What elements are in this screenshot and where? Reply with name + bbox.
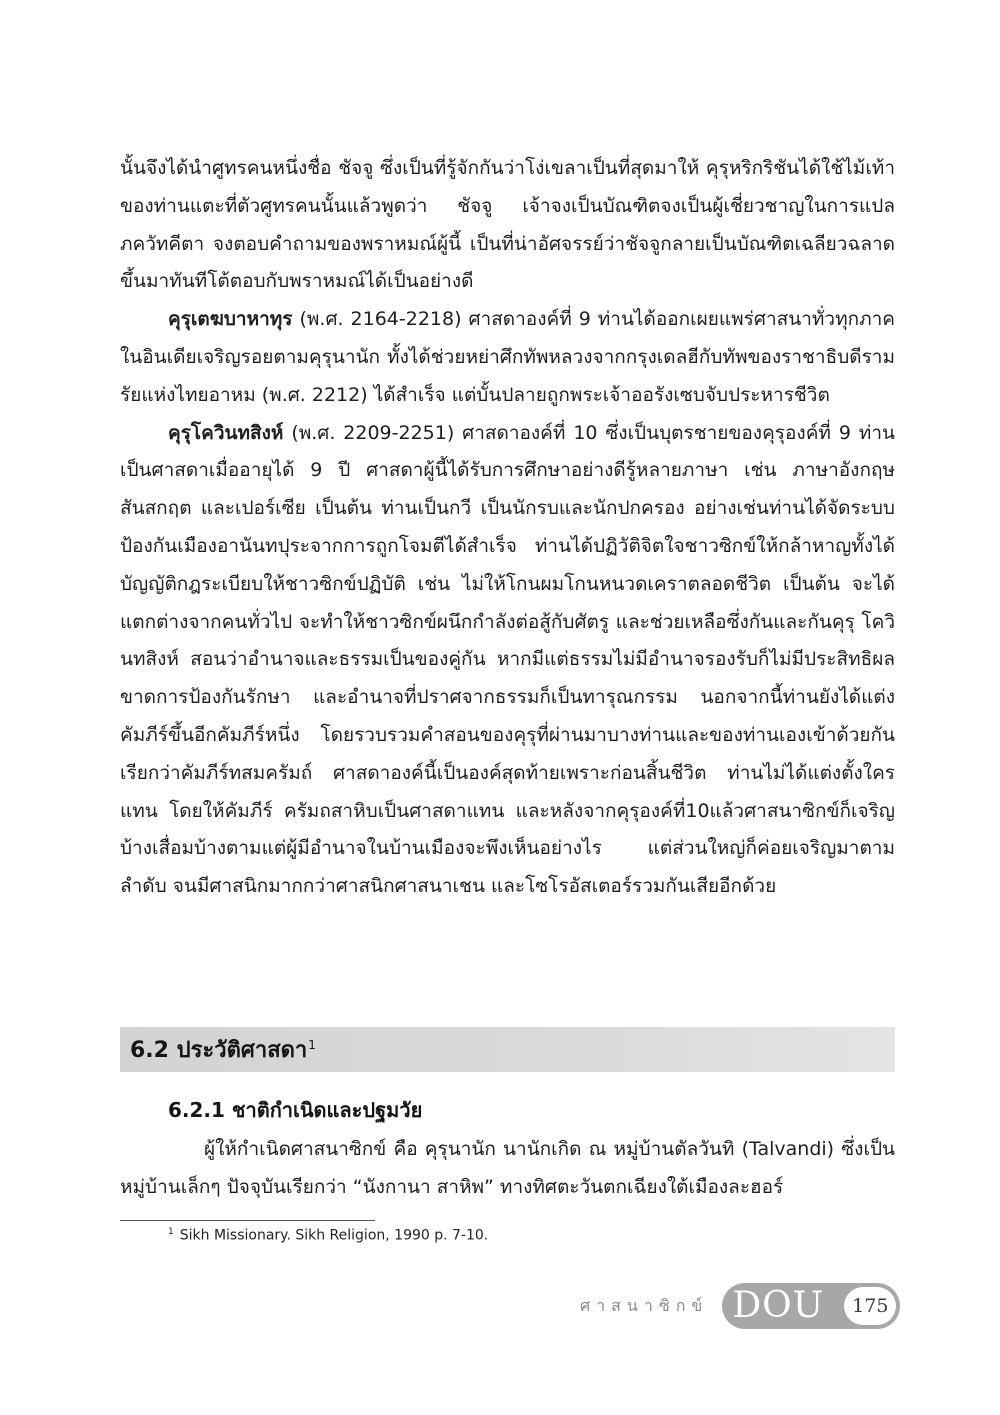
- book-title: ศาสนาซิกข์: [580, 1295, 709, 1315]
- paragraph-continuation: [120, 150, 895, 301]
- section-title-text: 6.2 ประวัติศาสดา: [130, 1038, 308, 1063]
- footnote-ref[interactable]: 1: [308, 1037, 316, 1052]
- dou-logo-badge: [722, 1283, 900, 1329]
- footnote-text: Sikh Missionary. Sikh Religion, 1990 p. 7-10.: [179, 1227, 489, 1244]
- section-title: [130, 1032, 316, 1067]
- section-text: [120, 1131, 895, 1207]
- footnote-divider: [120, 1220, 375, 1221]
- main-text: [120, 150, 895, 906]
- guru-name: คุรุโควินทสิงห์: [168, 421, 284, 444]
- page-number: 175: [844, 1287, 896, 1325]
- paragraph-guru-9: [120, 301, 895, 414]
- dou-logo: DOU: [732, 1285, 825, 1326]
- paragraph-text: นั้นจึงได้นำศูทรคนหนึ่งชื่อ ชัจจู ซึ่งเป็นที่รู้จักกันว่าโง่เขลาเป็นที่สุดมาให้ คุรุหริกริชันได้ใช้ไม้เท้าของท่านแตะที่ตัวศูทรคนนั้นแล้วพูดว่า ชัจจู เจ้าจงเป็นบัณฑิตจงเป็นผู้เชี่ยวชาญในการแปลภควัทคีตา จงตอบคำถามของพราหมณ์ผู้นี้ เป็นที่น่าอัศจรรย์ว่าชัจจูกลายเป็นบัณฑิตเฉลียวฉลาดขึ้นมาทันทีโต้ตอบกับพราหมณ์ได้เป็นอย่างดี: [120, 157, 895, 293]
- paragraph-text: (พ.ศ. 2164-2218) ศาสดาองค์ที่ 9 ท่านได้ออกเผยแพร่ศาสนาทั่วทุกภาคในอินเดียเจริญรอยตามคุรุนานัก ทั้งได้ช่วยหย่าศึกทัพหลวงจากกรุงเดลฮีกับทัพของราชาธิบดีรามรัยแห่งไทยอาหม (พ.ศ. 2212) ได้สำเร็จ แต่บั้นปลายถูกพระเจ้าออรังเซบจับประหารชีวิต: [120, 308, 895, 406]
- section-heading-bar: [120, 1027, 895, 1072]
- paragraph-text: (พ.ศ. 2209-2251) ศาสดาองค์ที่ 10 ซึ่งเป็นบุตรชายของคุรุองค์ที่ 9 ท่านเป็นศาสดาเมื่ออายุได้ 9 ปี ศาสดาผู้นี้ได้รับการศึกษาอย่างดีรู้หลายภาษา เช่น ภาษาอังกฤษ สันสกฤต และเปอร์เซีย เป็นต้น ท่านเป็นกวี เป็นนักรบและนักปกครอง อย่างเช่นท่านได้จัดระบบป้องกันเมืองอานันทปุระจากการถูกโจมตีได้สำเร็จ ท่านได้ปฏิวัติจิตใจชาวซิกข์ให้กล้าหาญทั้งได้บัญญัติกฎระเบียบให้ชาวซิกข์ปฏิบัติ เช่น ไม่ให้โกนผมโกนหนวดเคราตลอดชีวิต เป็นต้น จะได้ แตกต่างจากคนทั่วไป จะทำให้ชาวซิกข์ผนึกกำลังต่อสู้กับศัตรู และช่วยเหลือซึ่งกันและกันคุรุ โควินทสิงห์ สอนว่าอำนาจและธรรมเป็นของคู่กัน หากมีแต่ธรรมไม่มีอำนาจรองรับก็ไม่มีประสิทธิผล ขาดการป้องกันรักษา และอำนาจที่ปราศจากธรรมก็เป็นทารุณกรรม นอกจากนี้ท่านยังได้แต่งคัมภีร์ขึ้นอีกคัมภีร์หนึ่ง โดยรวบรวมคำสอนของคุรุที่ผ่านมาบางท่านและของท่านเองเข้าด้วยกัน เรียกว่าคัมภีร์ทสมครัมถ์ ศาสดาองค์นี้เป็นองค์สุดท้ายเพราะก่อนสิ้นชีวิต ท่านไม่ได้แต่งตั้งใครแทน โดยให้คัมภีร์ ครัมถสาหิบเป็นศาสดาแทน และหลังจากคุรุองค์ที่10แล้วศาสนาซิกข์ก็เจริญบ้างเสื่อมบ้างตามแต่ผู้มีอำนาจในบ้านเมืองจะพึงเห็นอย่างไร แต่ส่วนใหญ่ก็ค่อยเจริญมาตามลำดับ จนมีศาสนิกมากกว่าศาสนิกศาสนาเชน และโซโรอัสเตอร์รวมกันเสียอีกด้วย: [120, 421, 895, 898]
- footnote: [168, 1227, 488, 1244]
- paragraph-guru-10: [120, 415, 895, 906]
- page-footer: [580, 1283, 900, 1329]
- paragraph-birth: ผู้ให้กำเนิดศาสนาซิกข์ คือ คุรุนานัก นานักเกิด ณ หมู่บ้านตัลวันทิ (Talvandi) ซึ่งเป็นหมู่บ้านเล็กๆ ปัจจุบันเรียกว่า “นังกานา สาหิพ” ทางทิศตะวันตกเฉียงใต้เมืองละฮอร์: [120, 1138, 895, 1198]
- footnote-number: 1: [168, 1227, 174, 1237]
- guru-name: คุรุเตฆบาหาทุร: [168, 308, 293, 331]
- subsection-title: 6.2.1 ชาติกำเนิดและปฐมวัย: [168, 1098, 423, 1122]
